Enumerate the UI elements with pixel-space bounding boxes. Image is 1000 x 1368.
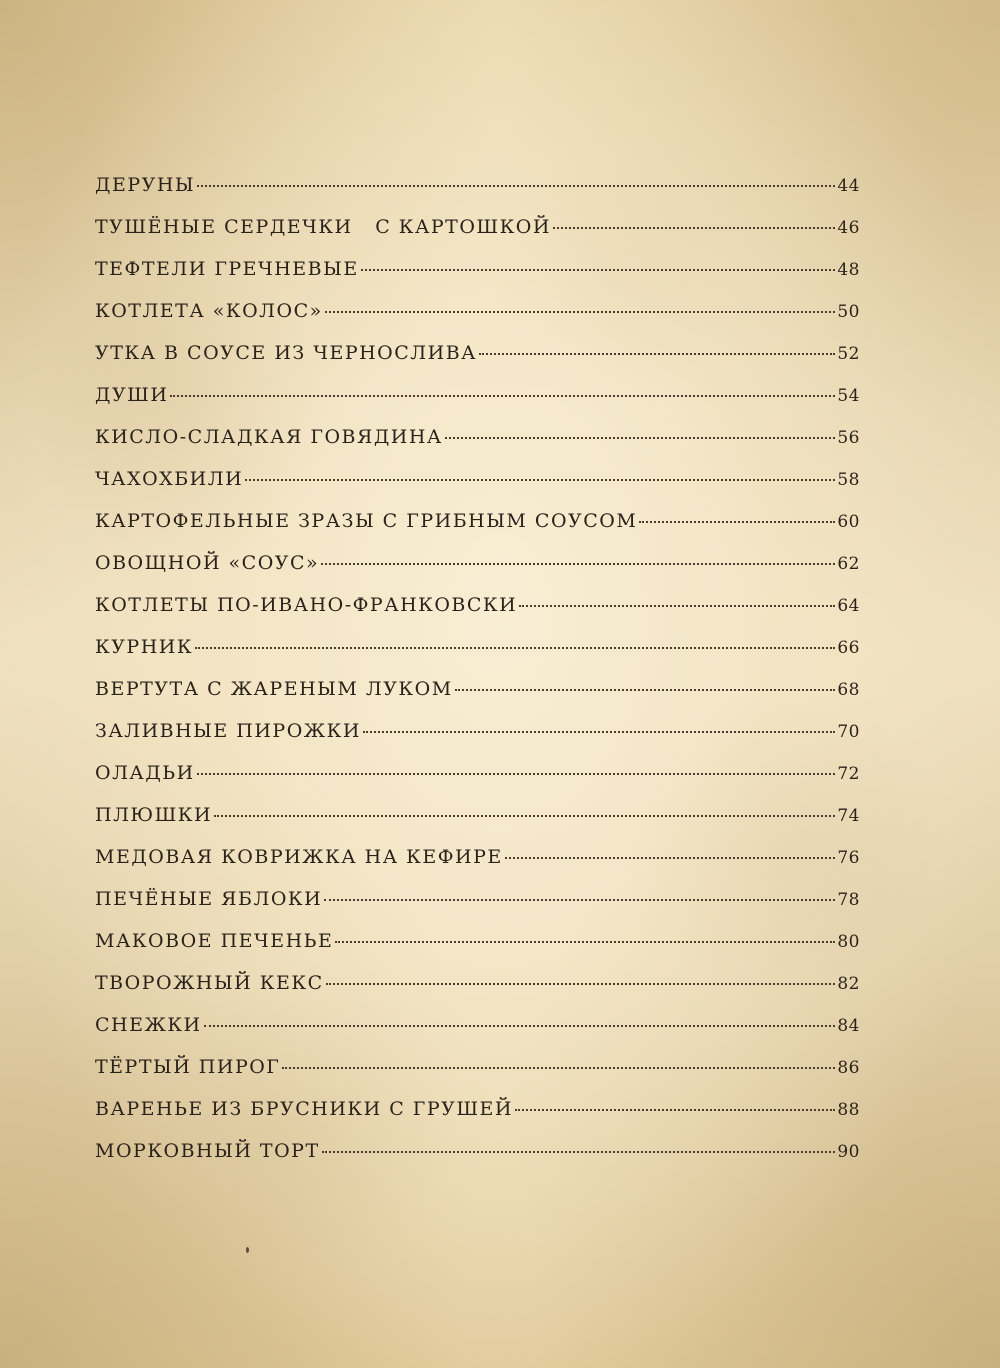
toc-leader-dots: [197, 181, 835, 187]
toc-entry: [95, 248, 860, 290]
toc-entry: [95, 836, 860, 878]
toc-entry: [95, 794, 860, 836]
toc-entry-title: КОТЛЕТА «КОЛОС»: [95, 300, 323, 322]
toc-entry: [95, 920, 860, 962]
toc-entry-page: 90: [837, 1142, 860, 1162]
toc-entry-page: 86: [837, 1058, 860, 1078]
toc-entry-title: МАКОВОЕ ПЕЧЕНЬЕ: [95, 930, 334, 952]
toc-entry-page: 44: [837, 176, 860, 196]
toc-entry: [95, 374, 860, 416]
toc-entry: [95, 416, 860, 458]
toc-leader-dots: [515, 1105, 835, 1111]
toc-entry-page: 82: [837, 974, 860, 994]
toc-entry: [95, 668, 860, 710]
toc-entry: [95, 164, 860, 206]
toc-entry-page: 88: [837, 1100, 860, 1120]
toc-entry-title: ДУШИ: [95, 384, 169, 406]
toc-entry-title: МОРКОВНЫЙ ТОРТ: [95, 1140, 320, 1162]
toc-entry-title: ПЕЧЁНЫЕ ЯБЛОКИ: [95, 888, 323, 910]
toc-entry-title: ТВОРОЖНЫЙ КЕКС: [95, 972, 324, 994]
toc-entry-page: 50: [837, 302, 860, 322]
toc-entry: [95, 626, 860, 668]
toc-leader-dots: [363, 727, 835, 733]
toc-leader-dots: [324, 895, 835, 901]
toc-entry-title: МЕДОВАЯ КОВРИЖКА НА КЕФИРЕ: [95, 846, 503, 868]
toc-entry-page: 74: [837, 806, 860, 826]
toc-entry: [95, 458, 860, 500]
toc-entry-title: ВЕРТУТА С ЖАРЕНЫМ ЛУКОМ: [95, 678, 453, 700]
toc-leader-dots: [445, 433, 836, 439]
toc-leader-dots: [197, 769, 836, 775]
toc-entry: [95, 710, 860, 752]
toc-entry: [95, 290, 860, 332]
toc-leader-dots: [553, 223, 835, 229]
toc-leader-dots: [335, 937, 835, 943]
table-of-contents: [95, 164, 860, 1172]
toc-entry-title: ТЕФТЕЛИ ГРЕЧНЕВЫЕ: [95, 258, 359, 280]
toc-leader-dots: [282, 1063, 835, 1069]
toc-leader-dots: [505, 853, 836, 859]
toc-entry-page: 62: [837, 554, 860, 574]
toc-entry-title: ОЛАДЬИ: [95, 762, 195, 784]
toc-entry-title: ТЁРТЫЙ ПИРОГ: [95, 1056, 281, 1078]
toc-leader-dots: [195, 643, 835, 649]
toc-leader-dots: [245, 475, 835, 481]
toc-leader-dots: [322, 1147, 836, 1153]
toc-entry-title: ЗАЛИВНЫЕ ПИРОЖКИ: [95, 720, 361, 742]
toc-leader-dots: [170, 391, 835, 397]
toc-entry-title: УТКА В СОУСЕ ИЗ ЧЕРНОСЛИВА: [95, 342, 478, 364]
toc-entry-title: ТУШЁНЫЕ СЕРДЕЧКИ С КАРТОШКОЙ: [95, 216, 551, 238]
toc-entry-title: КИСЛО-СЛАДКАЯ ГОВЯДИНА: [95, 426, 443, 448]
toc-entry: [95, 542, 860, 584]
toc-entry-page: 52: [837, 344, 860, 364]
toc-leader-dots: [214, 811, 835, 817]
toc-entry: [95, 878, 860, 920]
toc-entry: [95, 206, 860, 248]
toc-entry-page: 66: [837, 638, 860, 658]
toc-leader-dots: [479, 349, 835, 355]
toc-entry-page: 80: [837, 932, 860, 952]
toc-entry-title: ВАРЕНЬЕ ИЗ БРУСНИКИ С ГРУШЕЙ: [95, 1098, 513, 1120]
toc-entry-page: 54: [837, 386, 860, 406]
toc-entry-title: ЧАХОХБИЛИ: [95, 468, 244, 490]
toc-entry-page: 70: [837, 722, 860, 742]
toc-entry-page: 68: [837, 680, 860, 700]
toc-entry: [95, 584, 860, 626]
toc-entry-page: 84: [837, 1016, 860, 1036]
toc-entry: [95, 1088, 860, 1130]
toc-entry-page: 46: [837, 218, 860, 238]
toc-entry-page: 64: [837, 596, 860, 616]
toc-entry-title: КОТЛЕТЫ ПО-ИВАНО-ФРАНКОВСКИ: [95, 594, 518, 616]
toc-entry-page: 48: [837, 260, 860, 280]
toc-entry: [95, 752, 860, 794]
toc-entry-title: СНЕЖКИ: [95, 1014, 202, 1036]
toc-leader-dots: [455, 685, 836, 691]
toc-entry-title: ДЕРУНЫ: [95, 174, 196, 196]
toc-entry-page: 56: [837, 428, 860, 448]
toc-entry-page: 58: [837, 470, 860, 490]
toc-entry: [95, 1130, 860, 1172]
toc-entry-title: КАРТОФЕЛЬНЫЕ ЗРАЗЫ С ГРИБНЫМ СОУСОМ: [95, 510, 638, 532]
toc-entry-title: ОВОЩНОЙ «СОУС»: [95, 552, 320, 574]
toc-entry: [95, 500, 860, 542]
toc-leader-dots: [326, 979, 836, 985]
toc-entry-page: 72: [837, 764, 860, 784]
toc-leader-dots: [361, 265, 836, 271]
toc-entry: [95, 1004, 860, 1046]
toc-leader-dots: [519, 601, 835, 607]
toc-entry: [95, 1046, 860, 1088]
toc-leader-dots: [321, 559, 835, 565]
toc-entry-title: ПЛЮШКИ: [95, 804, 213, 826]
toc-leader-dots: [639, 517, 835, 523]
toc-entry-title: КУРНИК: [95, 636, 194, 658]
toc-leader-dots: [204, 1021, 836, 1027]
toc-entry: [95, 332, 860, 374]
toc-entry-page: 78: [837, 890, 860, 910]
toc-entry: [95, 962, 860, 1004]
toc-leader-dots: [325, 307, 836, 313]
paper-speck: [246, 1247, 249, 1253]
toc-entry-page: 60: [837, 512, 860, 532]
toc-entry-page: 76: [837, 848, 860, 868]
